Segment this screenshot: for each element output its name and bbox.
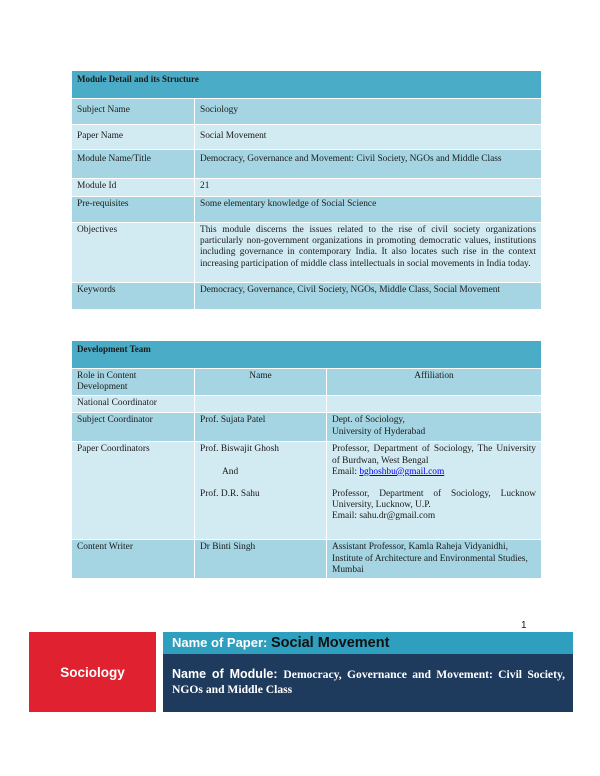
table-row [72, 413, 542, 442]
affiliation-text: Professor, Department of Sociology, Lucknow University, Lucknow, U.P. [332, 489, 536, 511]
subject-coordinator-affiliation [327, 413, 542, 442]
row-value: Democracy, Governance, Civil Society, NGOs, Middle Class, Social Movement [195, 283, 542, 310]
row-label: Keywords [72, 283, 195, 310]
paper-coordinators-affiliation [327, 442, 542, 540]
paper-coordinators-names [195, 442, 327, 540]
column-name: Name [195, 369, 327, 396]
email-line [332, 467, 536, 478]
row-value: Democracy, Governance and Movement: Civil Society, NGOs and Middle Class [195, 150, 542, 179]
email-link[interactable]: bghoshbu@gmail.com [359, 466, 445, 477]
paper-value: Social Movement [270, 635, 390, 651]
row-value: 21 [195, 179, 542, 197]
table-row [72, 283, 542, 310]
row-label: Subject Name [72, 99, 195, 125]
and-text: And [222, 466, 239, 477]
development-team-table [71, 340, 542, 579]
row-label: Module Name/Title [72, 150, 195, 179]
footer-subject: Sociology [29, 632, 156, 712]
module-value: Democracy, Governance and Movement: Civil Society, NGOs and Middle Class [172, 668, 565, 696]
row-value: This module discerns the issues related to the rise of civil society organizations particularly non-government organizations in promoting democratic values, institutions including governance in contemporary India. It also locates such rise in the context increasing participation of middle class intellectuals in social movements in India today. [195, 223, 542, 283]
role-paper-coordinators: Paper Coordinators [72, 442, 195, 540]
footer-module-name [163, 654, 573, 712]
table-row [72, 150, 542, 179]
team-columns-row [72, 369, 542, 396]
table-row [72, 396, 542, 413]
table-row [72, 442, 542, 540]
subject-coordinator-name: Prof. Sujata Patel [195, 413, 327, 442]
footer-paper-name [163, 632, 573, 654]
team-table-header: Development Team [72, 341, 542, 369]
page-number: 1 [521, 620, 527, 631]
role-content-writer: Content Writer [72, 540, 195, 579]
row-value: Some elementary knowledge of Social Science [195, 197, 542, 223]
column-affiliation: Affiliation [327, 369, 542, 396]
row-value: Social Movement [195, 125, 542, 150]
affiliation-text: Professor, Department of Sociology, The University of Burdwan, West Bengal [332, 444, 536, 466]
affiliation-line: Dept. of Sociology, [332, 415, 405, 426]
email-label: Email: [332, 466, 360, 477]
row-label: Module Id [72, 179, 195, 197]
row-label: Objectives [72, 223, 195, 283]
column-role: Role in Content Development [72, 369, 195, 396]
table-row [72, 197, 542, 223]
table-row [72, 179, 542, 197]
module-table-header: Module Detail and its Structure [72, 71, 542, 99]
paper-coordinator-name: Prof. Biswajit Ghosh [200, 444, 279, 455]
row-label: Pre-requisites [72, 197, 195, 223]
content-writer-name: Dr Binti Singh [195, 540, 327, 579]
affiliation-line: University of Hyderabad [332, 426, 426, 437]
paper-coordinator-name: Prof. D.R. Sahu [200, 488, 260, 499]
team-table-header-row [72, 341, 542, 369]
module-detail-table [71, 70, 542, 310]
paper-label: Name of Paper: [172, 635, 271, 650]
role-subject-coordinator: Subject Coordinator [72, 413, 195, 442]
row-value: Sociology [195, 99, 542, 125]
table-row [72, 99, 542, 125]
content-writer-affiliation: Assistant Professor, Kamla Raheja Vidyanidhi, Institute of Architecture and Environmental Studies, Mumbai [327, 540, 542, 579]
row-label: Paper Name [72, 125, 195, 150]
module-label: Name of Module: [172, 667, 284, 681]
role-national-coordinator: National Coordinator [72, 396, 195, 413]
table-row [72, 540, 542, 579]
table-row [72, 223, 542, 283]
module-table-header-row [72, 71, 542, 99]
email-line: Email: sahu.dr@gmail.com [332, 511, 436, 522]
table-row [72, 125, 542, 150]
